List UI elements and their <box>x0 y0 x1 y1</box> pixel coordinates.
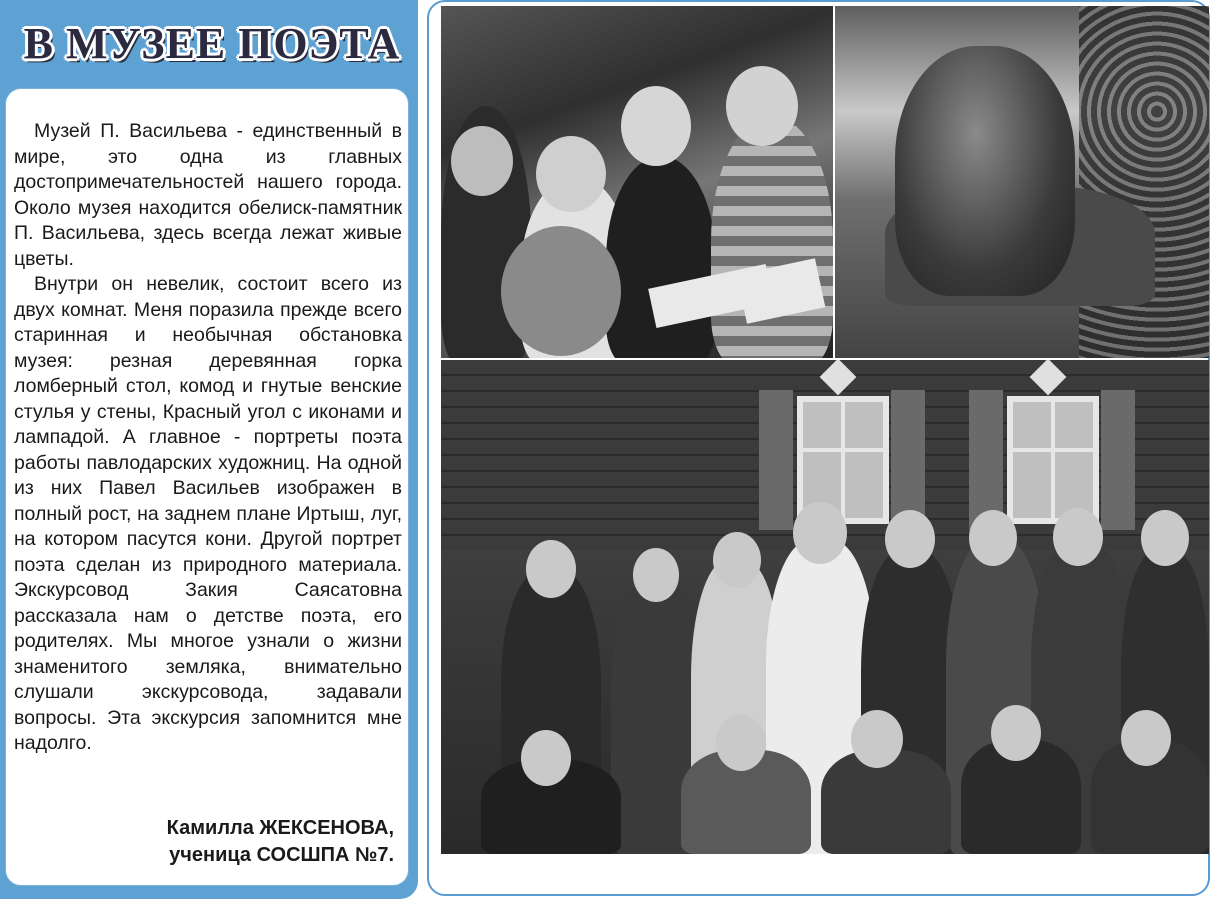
article-box <box>5 88 409 886</box>
photo-group-at-museum <box>441 360 1209 854</box>
author-name: Камилла ЖЕКСЕНОВА, <box>166 817 394 839</box>
photo-poet-bust <box>835 6 1209 358</box>
article-paragraph-1: Музей П. Васильева - единственный в мире, это одна из главных достопримечательностей нашего города. Около музея находится обелиск-памятник П. Васильева, здесь всегда лежат живые цветы. <box>14 120 402 270</box>
article-body <box>14 119 402 757</box>
photo-children-reading <box>441 6 833 358</box>
article-sidebar <box>0 0 418 899</box>
author-signature <box>167 815 394 869</box>
author-role: ученица СОСШПА №7. <box>169 844 394 866</box>
article-paragraph-2: Внутри он невелик, состоит всего из двух комнат. Меня поразила прежде всего старинная и необычная обстановка музея: резная деревянная горка ломберный стол, комод и гнутые венские стулья у стены, Красный угол с иконами и лампадой. А главное - портреты поэта работы павлодарских художниц. На одной из них Павел Васильев изображен в полный рост, на заднем плане Иртыш, луг, на котором пасутся кони. Другой портрет поэта сделан из природного материала. Экскурсовод Закия Саясатовна рассказала нам о детстве поэта, его родителях. Мы многое узнали о жизни знаменитого земляка, внимательно слушали экскурсовода, задавали вопросы. Эта экскурсия запомнится мне надолго. <box>14 273 402 754</box>
section-title: В МУЗЕЕ ПОЭТА <box>23 18 401 68</box>
